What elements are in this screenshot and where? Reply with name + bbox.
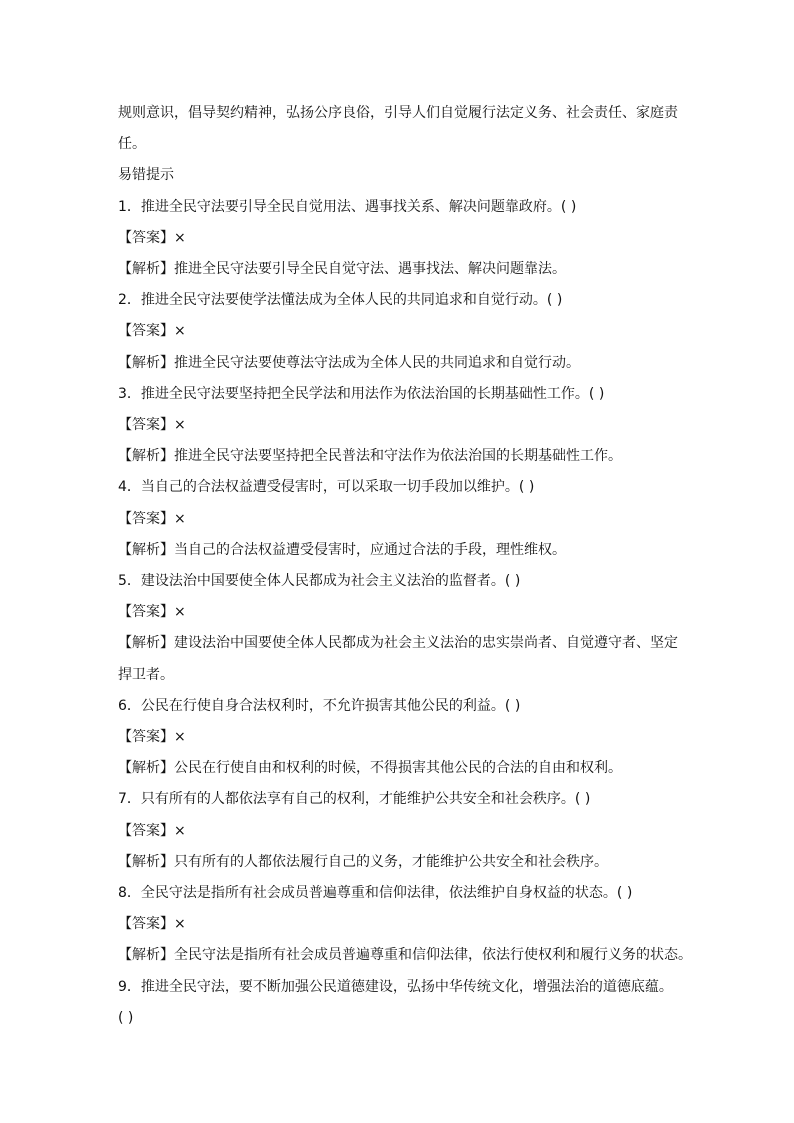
answer-3: 【答案】×: [118, 417, 186, 434]
section-title: 易错提示: [118, 167, 174, 184]
answer-7: 【答案】×: [118, 822, 186, 839]
question-4: 4．当自己的合法权益遭受侵害时，可以采取一切手段加以维护。( ): [118, 479, 535, 496]
question-6: 6．公民在行使自身合法权利时，不允许损害其他公民的利益。( ): [118, 697, 521, 714]
explanation-4: 【解析】当自己的合法权益遭受侵害时，应通过合法的手段，理性维权。: [118, 541, 566, 558]
answer-1: 【答案】×: [118, 229, 186, 246]
answer-8: 【答案】×: [118, 916, 186, 933]
explanation-5-line-1: 【解析】建设法治中国要使全体人民都成为社会主义法治的忠实崇尚者、自觉遵守者、坚定: [118, 635, 678, 652]
explanation-1: 【解析】推进全民守法要引导全民自觉守法、遇事找法、解决问题靠法。: [118, 261, 566, 278]
intro-line-2: 任。: [118, 136, 146, 153]
intro-line-1: 规则意识，倡导契约精神，弘扬公序良俗，引导人们自觉履行法定义务、社会责任、家庭责: [118, 105, 678, 121]
question-8: 8．全民守法是指所有社会成员普遍尊重和信仰法律，依法维护自身权益的状态。( ): [118, 885, 633, 902]
question-3: 3．推进全民守法要坚持把全民学法和用法作为依法治国的长期基础性工作。( ): [118, 385, 605, 402]
answer-2: 【答案】×: [118, 323, 186, 340]
question-1: 1．推进全民守法要引导全民自觉用法、遇事找关系、解决问题靠政府。( ): [118, 198, 577, 215]
explanation-6: 【解析】公民在行使自由和权利的时候，不得损害其他公民的合法的自由和权利。: [118, 760, 622, 777]
question-7: 7．只有所有的人都依法享有自己的权利，才能维护公共安全和社会秩序。( ): [118, 791, 591, 808]
answer-4: 【答案】×: [118, 510, 186, 527]
answer-5: 【答案】×: [118, 604, 186, 621]
explanation-2: 【解析】推进全民守法要使尊法守法成为全体人民的共同追求和自觉行动。: [118, 354, 580, 371]
question-2: 2．推进全民守法要使学法懂法成为全体人民的共同追求和自觉行动。( ): [118, 292, 563, 309]
question-5: 5．建设法治中国要使全体人民都成为社会主义法治的监督者。( ): [118, 573, 521, 590]
explanation-5-line-2: 捍卫者。: [118, 666, 174, 683]
question-9-line-2: ( ): [118, 1009, 134, 1026]
document-content: [118, 98, 692, 1034]
answer-6: 【答案】×: [118, 729, 186, 746]
question-9-line-1: 9．推进全民守法，要不断加强公民道德建设，弘扬中华传统文化，增强法治的道德底蕴。: [118, 978, 673, 995]
explanation-8: 【解析】全民守法是指所有社会成员普遍尊重和信仰法律，依法行使权利和履行义务的状态。: [118, 947, 692, 964]
explanation-7: 【解析】只有所有的人都依法履行自己的义务，才能维护公共安全和社会秩序。: [118, 853, 608, 870]
explanation-3: 【解析】推进全民守法要坚持把全民普法和守法作为依法治国的长期基础性工作。: [118, 448, 622, 465]
